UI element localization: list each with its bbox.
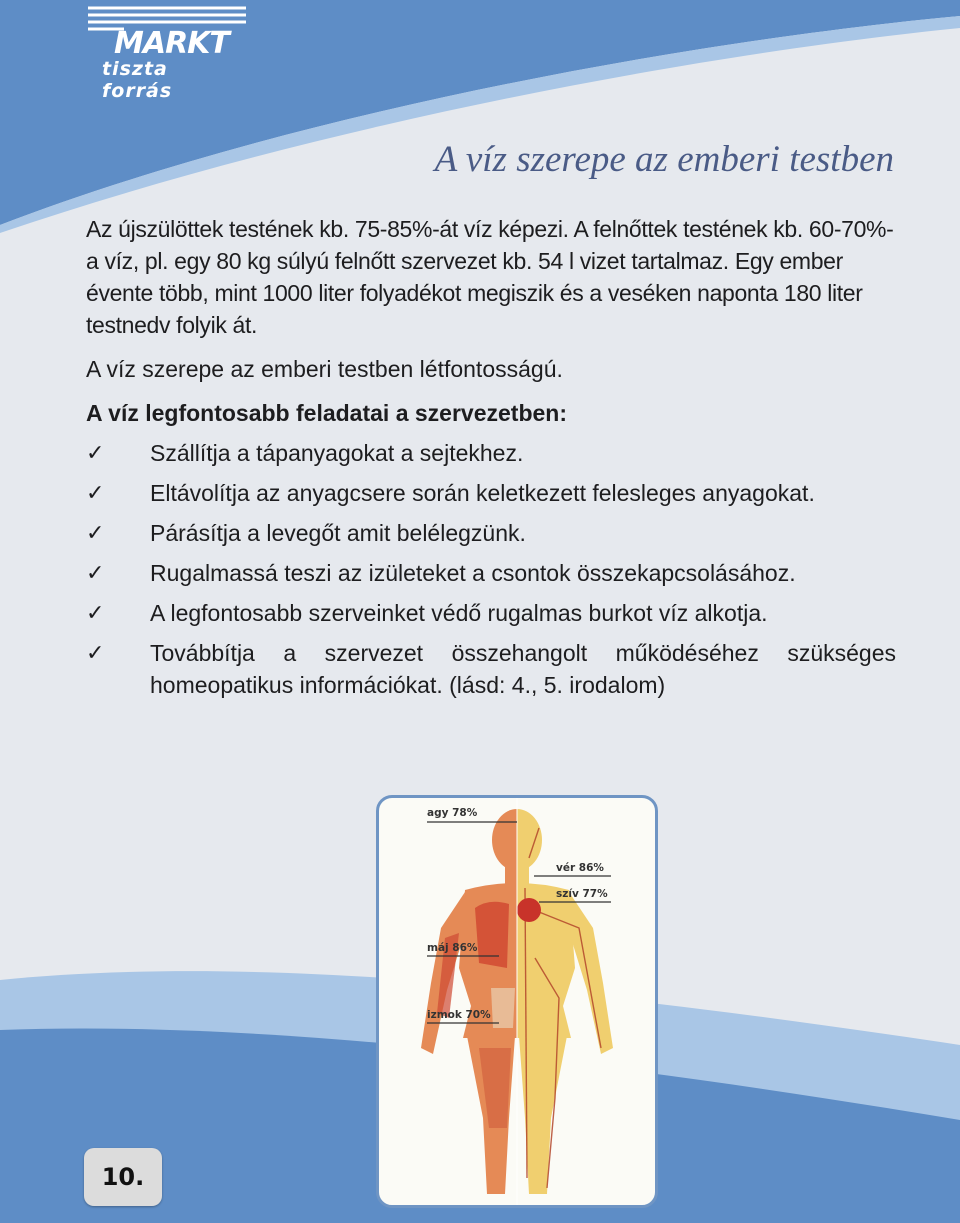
blood-label: vér 86%	[556, 862, 604, 874]
check-mark-icon: ✓	[86, 441, 105, 466]
logo-tagline: tiszta forrás	[102, 58, 173, 102]
list-item: ✓ A legfontosabb szerveinket védő rugalmas burkot víz alkotja.	[86, 597, 896, 629]
article-body	[86, 213, 896, 709]
check-mark-icon: ✓	[86, 561, 105, 586]
intro-paragraph: Az újszülöttek testének kb. 75-85%-át víz képezi. A felnőttek testének kb. 60-70%-a víz, pl. egy 80 kg súlyú felnőtt szervezet kb. 54 l vizet tartalmaz. Egy ember évente több, mint 1000 liter folyadékot megiszik és a veséken naponta 180 liter testnedv folyik át.	[86, 216, 894, 338]
check-mark-icon: ✓	[86, 601, 105, 626]
anatomy-figure	[376, 795, 658, 1208]
list-item: ✓ Szállítja a tápanyagokat a sejtekhez.	[86, 437, 896, 469]
list-item: ✓ Továbbítja a szervezet összehangolt működéséhez szükséges homeopatikus információkat. (lásd: 4., 5. irodalom)	[86, 640, 896, 698]
brain-label: agy 78%	[427, 807, 478, 819]
muscle-label: izmok 70%	[427, 1009, 491, 1021]
human-body-illustration	[379, 798, 655, 1205]
logo-wordmark: MARKT	[114, 26, 229, 58]
page-number: 10.	[84, 1148, 162, 1206]
check-mark-icon: ✓	[86, 481, 105, 506]
check-mark-icon: ✓	[86, 641, 105, 666]
list-item: ✓ Párásítja a levegőt amit belélegzünk.	[86, 517, 896, 549]
list-item: ✓ Rugalmassá teszi az izületeket a csontok összekapcsolásához.	[86, 557, 896, 589]
tasks-list	[86, 437, 896, 701]
page-title: A víz szerepe az emberi testben	[434, 139, 894, 180]
liver-label: máj 86%	[427, 942, 478, 954]
markt-logo	[84, 2, 249, 104]
tasks-heading: A víz legfontosabb feladatai a szervezetben:	[86, 400, 567, 426]
heart-label: szív 77%	[556, 888, 608, 900]
check-mark-icon: ✓	[86, 521, 105, 546]
statement-paragraph: A víz szerepe az emberi testben létfontosságú.	[86, 356, 563, 382]
list-item: ✓ Eltávolítja az anyagcsere során keletkezett felesleges anyagokat.	[86, 477, 896, 509]
